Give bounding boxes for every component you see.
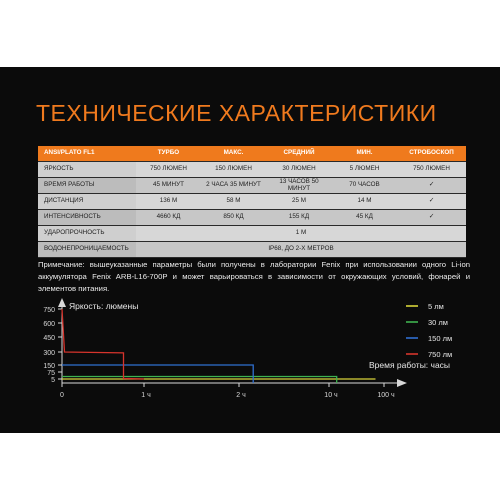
- x-axis-arrow-icon: [397, 379, 407, 387]
- page-title: ТЕХНИЧЕСКИЕ ХАРАКТЕРИСТИКИ: [36, 100, 437, 126]
- table-cell: 70 ЧАСОВ: [332, 178, 397, 194]
- table-cell: ✓: [397, 210, 466, 226]
- table-cell: 850 КД: [201, 210, 266, 226]
- y-tick-label: 5: [51, 377, 55, 384]
- legend-label: 150 лм: [428, 334, 453, 343]
- y-tick-label: 450: [43, 335, 55, 342]
- row-label: ВРЕМЯ РАБОТЫ: [38, 178, 136, 194]
- table-cell: ✓: [397, 194, 466, 210]
- table-cell-merged: IP68, ДО 2-Х МЕТРОВ: [136, 242, 466, 258]
- x-tick-label: 100 ч: [377, 392, 395, 399]
- series-line: [62, 309, 144, 379]
- series-line: [62, 377, 337, 384]
- x-tick-label: 0: [60, 392, 64, 399]
- y-axis-label: Яркость: люмены: [69, 301, 139, 311]
- series-line: [62, 365, 253, 383]
- row-label: ДИСТАНЦИЯ: [38, 194, 136, 210]
- x-axis-label: Время работы: часы: [369, 360, 451, 370]
- table-cell: 5 ЛЮМЕН: [332, 162, 397, 178]
- table-cell: 136 М: [136, 194, 201, 210]
- x-tick-label: 10 ч: [324, 392, 338, 399]
- table-cell: 45 МИНУТ: [136, 178, 201, 194]
- y-tick-label: 150: [43, 363, 55, 370]
- row-label: ЯРКОСТЬ: [38, 162, 136, 178]
- table-cell: ✓: [397, 178, 466, 194]
- table-cell: 25 М: [266, 194, 332, 210]
- table-cell: 45 КД: [332, 210, 397, 226]
- x-tick-label: 2 ч: [236, 392, 246, 399]
- table-cell: 58 М: [201, 194, 266, 210]
- table-header-cell: ТУРБО: [136, 146, 201, 162]
- table-header-cell: МИН.: [332, 146, 397, 162]
- table-header-cell: МАКС.: [201, 146, 266, 162]
- table-cell: 2 ЧАСА 35 МИНУТ: [201, 178, 266, 194]
- y-tick-label: 750: [43, 307, 55, 314]
- row-label: ВОДОНЕПРОНИЦАЕМОСТЬ: [38, 242, 136, 258]
- y-tick-label: 75: [47, 370, 55, 377]
- table-cell: 13 ЧАСОВ 50 МИНУТ: [266, 178, 332, 194]
- table-cell: 4660 КД: [136, 210, 201, 226]
- note-text: Примечание: вышеуказанные параметры были получены в лаборатории Fenix при использовании одного Li-ion аккумулятора Fenix ARB-L16-700P и может варьироваться в зависимости от окружающих условий, фонарей и элементов питания.: [38, 260, 470, 294]
- table-cell: 30 ЛЮМЕН: [266, 162, 332, 178]
- x-tick-label: 1 ч: [141, 392, 151, 399]
- y-tick-label: 600: [43, 321, 55, 328]
- legend-label: 30 лм: [428, 318, 448, 327]
- table-header-cell: СТРОБОСКОП: [397, 146, 466, 162]
- runtime-chart: [0, 67, 500, 433]
- spec-slide: [0, 67, 500, 433]
- table-header-cell: ANSI/PLATO FL1: [38, 146, 136, 162]
- table-header-cell: СРЕДНИЙ: [266, 146, 332, 162]
- table-cell-merged: 1 М: [136, 226, 466, 242]
- y-tick-label: 300: [43, 350, 55, 357]
- legend-label: 750 лм: [428, 350, 453, 359]
- row-label: ИНТЕНСИВНОСТЬ: [38, 210, 136, 226]
- table-cell: 14 М: [332, 194, 397, 210]
- legend-label: 5 лм: [428, 302, 444, 311]
- table-cell: 750 ЛЮМЕН: [397, 162, 466, 178]
- table-cell: 155 КД: [266, 210, 332, 226]
- row-label: УДАРОПРОЧНОСТЬ: [38, 226, 136, 242]
- y-axis-arrow-icon: [58, 298, 66, 307]
- chart-axes: [58, 298, 453, 387]
- table-cell: 150 ЛЮМЕН: [201, 162, 266, 178]
- table-cell: 750 ЛЮМЕН: [136, 162, 201, 178]
